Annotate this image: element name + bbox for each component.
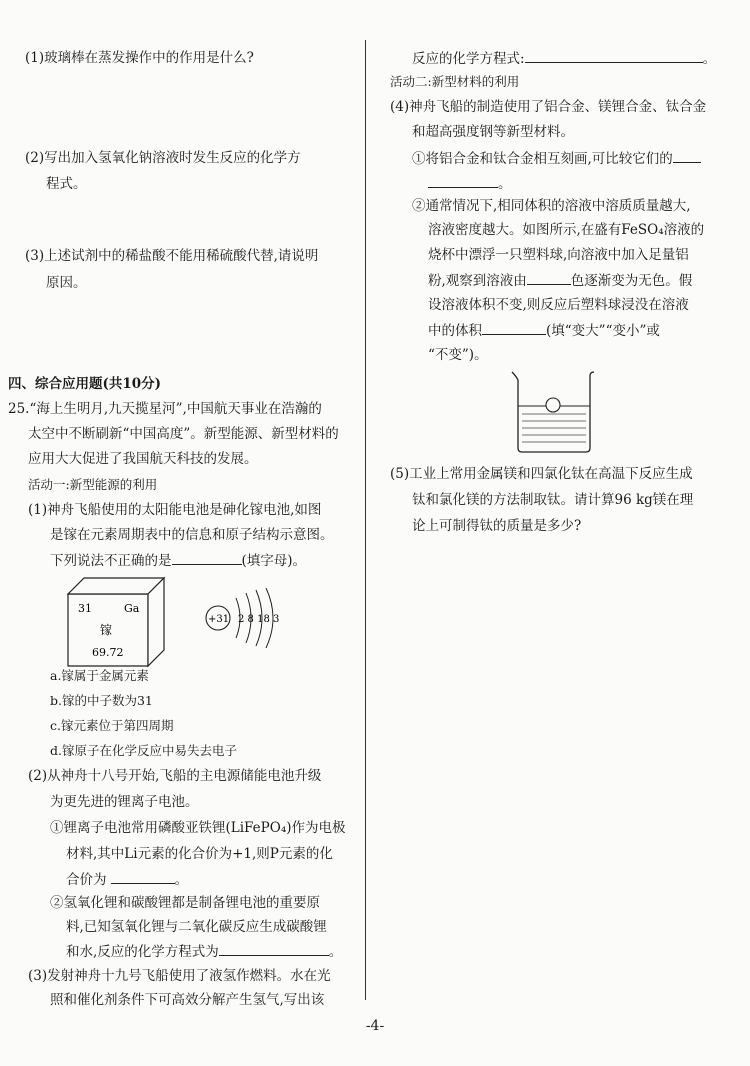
part-4b-line4: 粉,观察到溶液由 色逐渐变为无色。假 [428, 270, 692, 291]
part-1-line2: 是镓在元素周期表中的信息和原子结构示意图。 [50, 527, 334, 543]
part-4b-line3: 烧杯中漂浮一只塑料球,向溶液中加入足量铝 [428, 247, 689, 263]
part-4b-line7: “不变”)。 [428, 347, 488, 363]
part-5-line2: 钛和氯化镁的方法制取钛。请计算96 kg镁在理 [412, 492, 694, 508]
part-5-line1: (5)工业上常用金属镁和四氯化钛在高温下反应生成 [390, 466, 693, 482]
answer-blank-2[interactable] [111, 869, 175, 884]
part-3-line1: (3)发射神舟十九号飞船使用了液氢作燃料。水在光 [28, 968, 331, 984]
part-4b-line2: 溶液密度越大。如图所示,在盛有FeSO₄溶液的 [428, 222, 705, 238]
question-2-line2: 程式。 [46, 176, 87, 192]
q25-intro-line3: 应用大大促进了我国航天科技的发展。 [28, 451, 258, 467]
part-2a-line3: 合价为 。 [66, 869, 188, 890]
plastic-ball [546, 398, 560, 412]
solution-hatching [522, 414, 586, 442]
q25-intro-line1: 25.“海上生明月,九天揽星河”,中国航天事业在浩瀚的 [8, 401, 322, 417]
electron-counts: 2 8 18 3 [238, 614, 280, 625]
question-3-line1: (3)上述试剂中的稀盐酸不能用稀硫酸代替,请说明 [25, 248, 319, 264]
option-c: c.镓元素位于第四周期 [50, 718, 174, 733]
question-1: (1)玻璃棒在蒸发操作中的作用是什么? [25, 50, 254, 66]
part-4-line2: 和超高强度钢等新型材料。 [412, 124, 574, 140]
section-title: 四、综合应用题(共10分) [8, 376, 162, 392]
part-3-continued: 反应的化学方程式: 。 [412, 48, 716, 69]
page-number: -4- [365, 1018, 385, 1034]
answer-blank-5b[interactable] [428, 173, 498, 188]
part-3-line2: 照和催化剂条件下可高效分解产生氢气,写出该 [50, 992, 325, 1008]
atomic-number: 31 [78, 602, 92, 615]
option-b: b.镓的中子数为31 [50, 693, 153, 708]
part-1-line3: 下列说法不正确的是 (填字母)。 [50, 550, 306, 571]
answer-blank-4[interactable] [525, 48, 703, 63]
atomic-mass: 69.72 [92, 646, 124, 659]
option-a: a.镓属于金属元素 [50, 668, 149, 683]
q25-intro-line2: 太空中不断刷新“中国高度”。新型能源、新型材料的 [28, 426, 339, 442]
question-3-line2: 原因。 [46, 275, 87, 291]
beaker-diagram [508, 368, 600, 454]
part-4b-line1: ②通常情况下,相同体积的溶液中溶质质量越大, [412, 198, 691, 214]
part-4b-line6: 中的体积 (填“变大”“变小”或 [428, 320, 660, 341]
part-2b-line2: 料,已知氢氧化锂与二氧化碳反应生成碳酸锂 [66, 919, 327, 935]
option-d: d.镓原子在化学反应中易失去电子 [50, 743, 237, 758]
periodic-element-cube [62, 574, 178, 670]
element-symbol: Ga [124, 602, 140, 615]
part-4a-line2: 。 [428, 173, 512, 194]
part-2-line1: (2)从神舟十八号开始,飞船的主电源储能电池升级 [28, 768, 322, 784]
part-1-line1: (1)神舟飞船使用的太阳能电池是砷化镓电池,如图 [28, 502, 322, 518]
part-4b-line5: 设溶液体积不变,则反应后塑料球浸没在溶液 [428, 297, 689, 313]
element-name: 镓 [100, 623, 113, 637]
part-2-line2: 为更先进的锂离子电池。 [50, 794, 199, 810]
atomic-structure-diagram [200, 588, 300, 648]
part-4a-line1: ①将铝合金和钛合金相互刻画,可比较它们的 [412, 148, 701, 169]
part-2a-line2: 材料,其中Li元素的化合价为+1,则P元素的化 [66, 846, 333, 862]
answer-blank-1[interactable] [172, 550, 242, 565]
column-divider [365, 40, 366, 1000]
activity-1-heading: 活动一:新型能源的利用 [28, 477, 158, 492]
part-2a-line1: ①锂离子电池常用磷酸亚铁锂(LiFePO₄)作为电极 [50, 820, 346, 836]
answer-blank-3[interactable] [219, 941, 329, 956]
nucleus-charge: +31 [208, 614, 230, 625]
activity-2-heading: 活动二:新型材料的利用 [390, 74, 520, 89]
part-2b-line3: 和水,反应的化学方程式为 。 [66, 941, 342, 962]
answer-blank-7[interactable] [482, 320, 546, 335]
answer-blank-6[interactable] [527, 270, 571, 285]
part-4-line1: (4)神舟飞船的制造使用了铝合金、镁锂合金、钛合金 [390, 99, 707, 115]
question-2-line1: (2)写出加入氢氧化钠溶液时发生反应的化学方 [25, 150, 301, 166]
part-5-line3: 论上可制得钛的质量是多少? [412, 518, 582, 534]
answer-blank-5a[interactable] [673, 148, 701, 163]
part-2b-line1: ②氢氧化锂和碳酸锂都是制备锂电池的重要原 [50, 895, 320, 911]
